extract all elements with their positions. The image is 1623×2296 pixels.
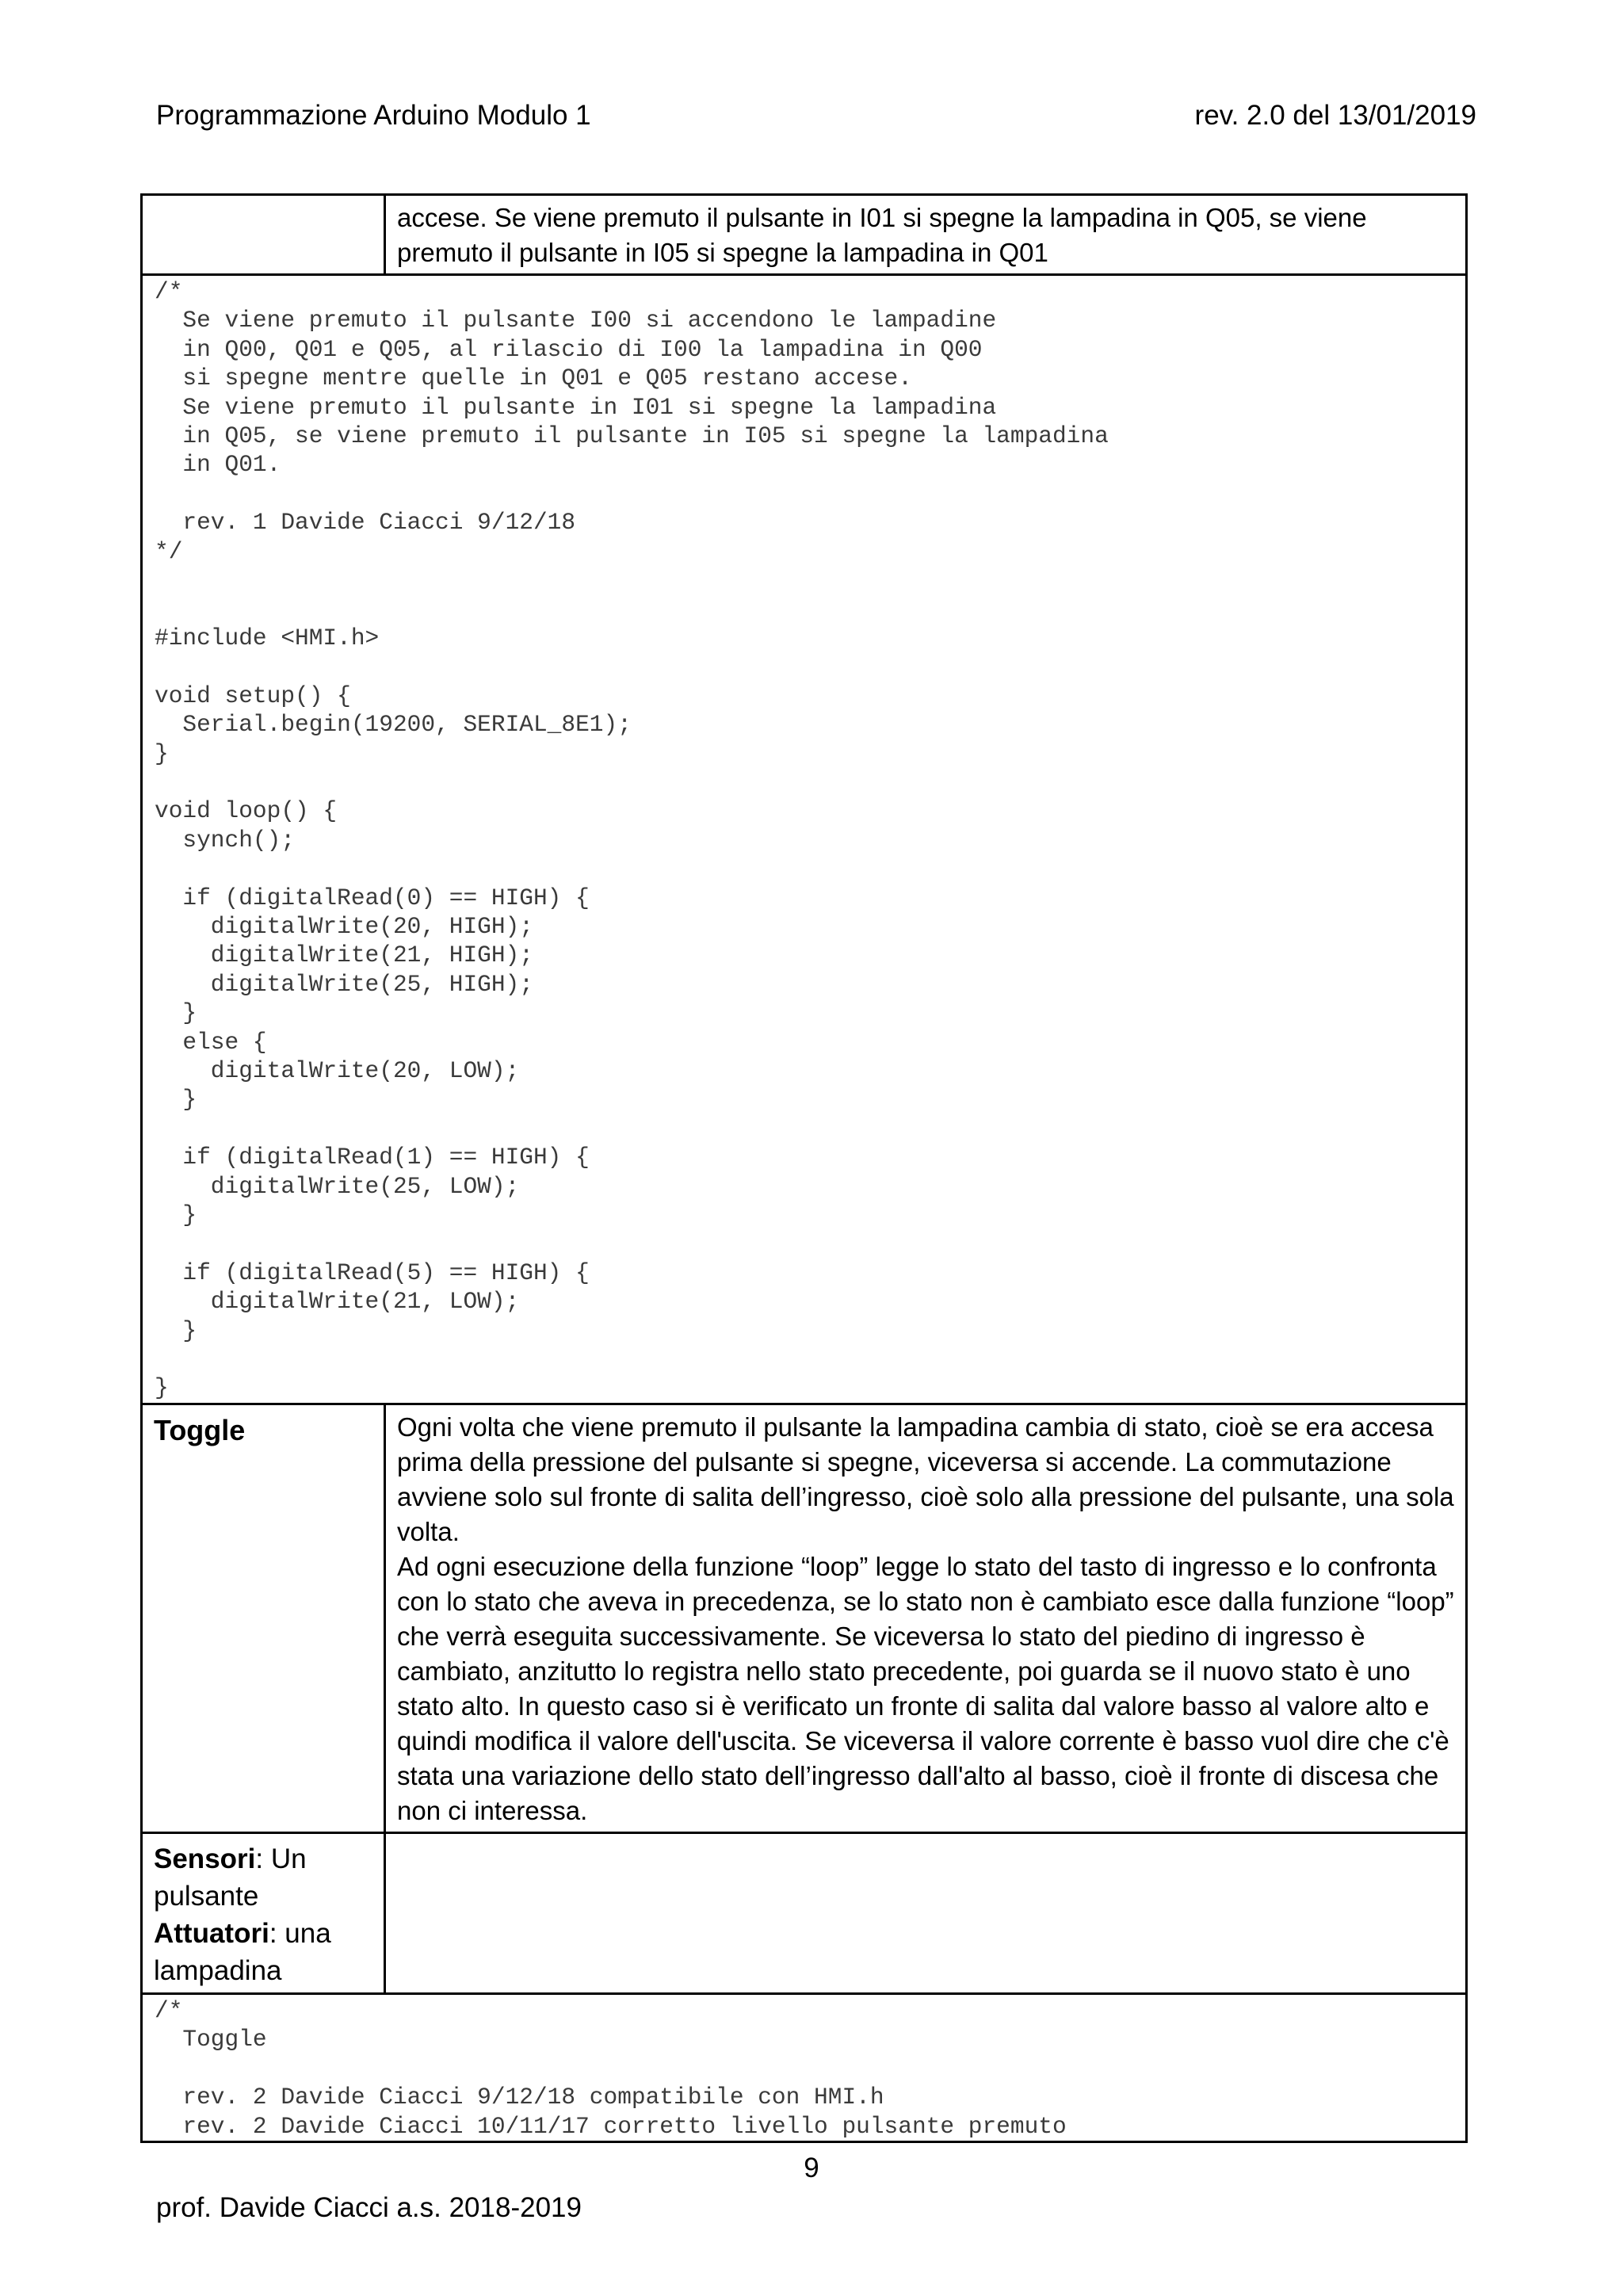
table-row-components: [142, 1833, 1467, 1994]
empty-label-cell: [142, 195, 385, 275]
actuators-value: : una lampadina: [154, 1918, 331, 1986]
toggle-paragraph-1: Ogni volta che viene premuto il pulsante la lampadina cambia di stato, cioè se era accesa prima della pressione del pulsante si spegne, viceversa si accende. La commutazione avviene solo sul fronte di salita dell’ingresso, cioè solo alla pressione del pulsante, una sola volta.: [397, 1412, 1454, 1546]
code-block-2-cell: [142, 1994, 1467, 2142]
header-title: Programmazione Arduino Modulo 1: [156, 100, 591, 131]
table-row-toggle: [142, 1404, 1467, 1833]
table-row-continuation: [142, 195, 1467, 275]
table-row-code1: [142, 275, 1467, 1404]
content-table: [140, 193, 1468, 2143]
toggle-paragraph-2: Ad ogni esecuzione della funzione “loop” legge lo stato del tasto di ingresso e lo confronta con lo stato che aveva in precedenza, se lo stato non è cambiato esce dalla funzione “loop” che verrà eseguita successivamente. Se viceversa lo stato del piedino di ingresso è cambiato, anzitutto lo registra nello stato precedente, poi guarda se il nuovo stato è uno stato alto. In questo caso si è verificato un fronte di salita dal valore basso al valore alto e quindi modifica il valore dell'uscita. Se viceversa il valore corrente è basso vuol dire che c'è stata una variazione dello stato dell’ingresso dall'alto al basso, cioè il fronte di discesa che non ci interessa.: [397, 1552, 1454, 1825]
description-continuation: accese. Se viene premuto il pulsante in I01 si spegne la lampadina in Q05, se viene premuto il pulsante in I05 si spegne la lampadina in Q01: [385, 195, 1467, 275]
components-cell: [142, 1833, 385, 1994]
toggle-description-cell: [385, 1404, 1467, 1833]
sensors-value: : Un pulsante: [154, 1843, 307, 1912]
page-number: 9: [804, 2153, 819, 2183]
sensors-label: Sensori: [154, 1843, 256, 1874]
footer-author: prof. Davide Ciacci a.s. 2018-2019: [156, 2192, 582, 2223]
toggle-label-cell: [142, 1404, 385, 1833]
empty-components-detail-cell: [385, 1833, 1467, 1994]
table-row-code2: [142, 1994, 1467, 2142]
actuators-label: Attuatori: [154, 1918, 269, 1949]
toggle-title: Toggle: [154, 1414, 246, 1446]
code-block-1-cell: [142, 275, 1467, 1404]
code-block-1: /* Se viene premuto il pulsante I00 si accendono le lampadine in Q00, Q01 e Q05, al rilascio di I00 la lampadina in Q00 si spegne mentre quelle in Q01 e Q05 restano accese. Se viene premuto il pulsante in I01 si spegne la lampadina in Q05, se viene premuto il pulsante in I05 si spegne la lampadina in Q01. rev. 1 Davide Ciacci 9/12/18 */ #include <HMI.h> void setup() { Serial.begin(19200, SERIAL_8E1); } void loop() { synch(); if (digitalRead(0) == HIGH) { digitalWrite(20, HIGH); digitalWrite(21, HIGH); digitalWrite(25, HIGH); } else { digitalWrite(20, LOW); } if (digitalRead(1) == HIGH) { digitalWrite(25, LOW); } if (digitalRead(5) == HIGH) { digitalWrite(21, LOW); } }: [155, 278, 1109, 1402]
code-block-2: /* Toggle rev. 2 Davide Ciacci 9/12/18 compatibile con HMI.h rev. 2 Davide Ciacci 10/11/17 corretto livello pulsante premuto: [155, 1997, 1067, 2140]
header-revision: rev. 2.0 del 13/01/2019: [1194, 100, 1476, 131]
